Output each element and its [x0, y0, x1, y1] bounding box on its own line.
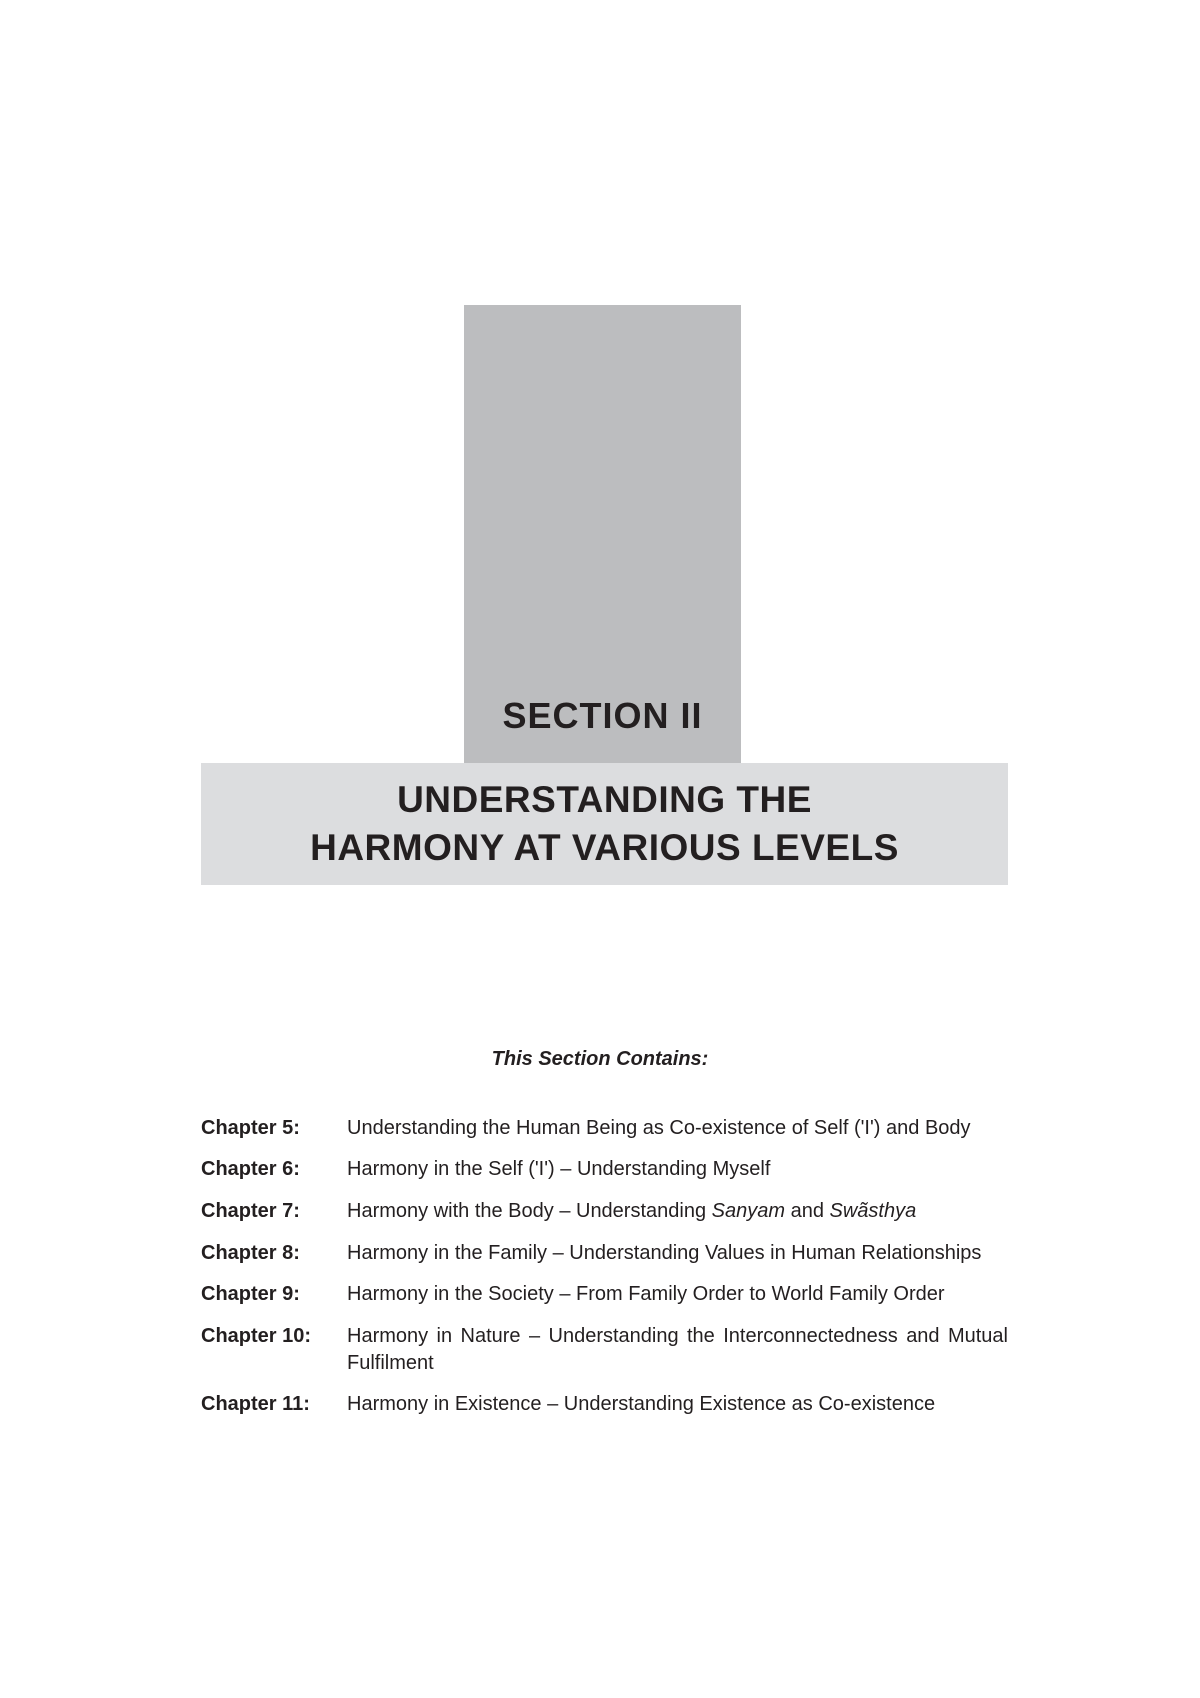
chapter-title-emphasis: Sanyam — [711, 1200, 786, 1222]
chapter-list — [201, 1115, 1008, 1418]
chapter-label: Chapter 11: — [201, 1393, 310, 1415]
chapter-row — [201, 1115, 1008, 1142]
chapter-title-emphasis: Swãsthya — [829, 1200, 917, 1222]
chapter-title: Harmony in the Society – From Family Order to World Family Order — [347, 1283, 945, 1305]
chapter-title: Harmony in Existence – Understanding Existence as Co-existence — [347, 1393, 936, 1415]
chapter-row — [201, 1281, 1008, 1308]
chapter-label: Chapter 7: — [201, 1200, 300, 1222]
chapter-title: Understanding the Human Being as Co-existence of Self ('I') and Body — [347, 1117, 971, 1139]
chapter-row — [201, 1323, 1008, 1377]
section-title-line-1: UNDERSTANDING THE — [397, 779, 812, 820]
chapter-row — [201, 1156, 1008, 1183]
chapter-title: Harmony in Nature – Understanding the Interconnectedness and Mutual Fulfilment — [347, 1325, 1008, 1374]
chapter-title: Harmony with the Body – Understanding Sanyam and Swãsthya — [347, 1200, 917, 1222]
chapter-row — [201, 1391, 1008, 1418]
chapter-label: Chapter 6: — [201, 1158, 300, 1180]
chapter-row — [201, 1198, 1008, 1225]
chapter-title: Harmony in the Family – Understanding Values in Human Relationships — [347, 1242, 982, 1264]
contents-heading: This Section Contains: — [491, 1048, 709, 1070]
chapter-title: Harmony in the Self ('I') – Understanding Myself — [347, 1158, 771, 1180]
chapter-label: Chapter 8: — [201, 1242, 300, 1264]
chapter-label: Chapter 9: — [201, 1283, 300, 1305]
section-number: SECTION II — [502, 695, 703, 736]
section-title-line-2: HARMONY AT VARIOUS LEVELS — [310, 827, 899, 868]
section-title-band — [201, 763, 1008, 885]
chapter-row — [201, 1240, 1008, 1267]
chapter-label: Chapter 5: — [201, 1117, 300, 1139]
chapter-label: Chapter 10: — [201, 1325, 312, 1347]
